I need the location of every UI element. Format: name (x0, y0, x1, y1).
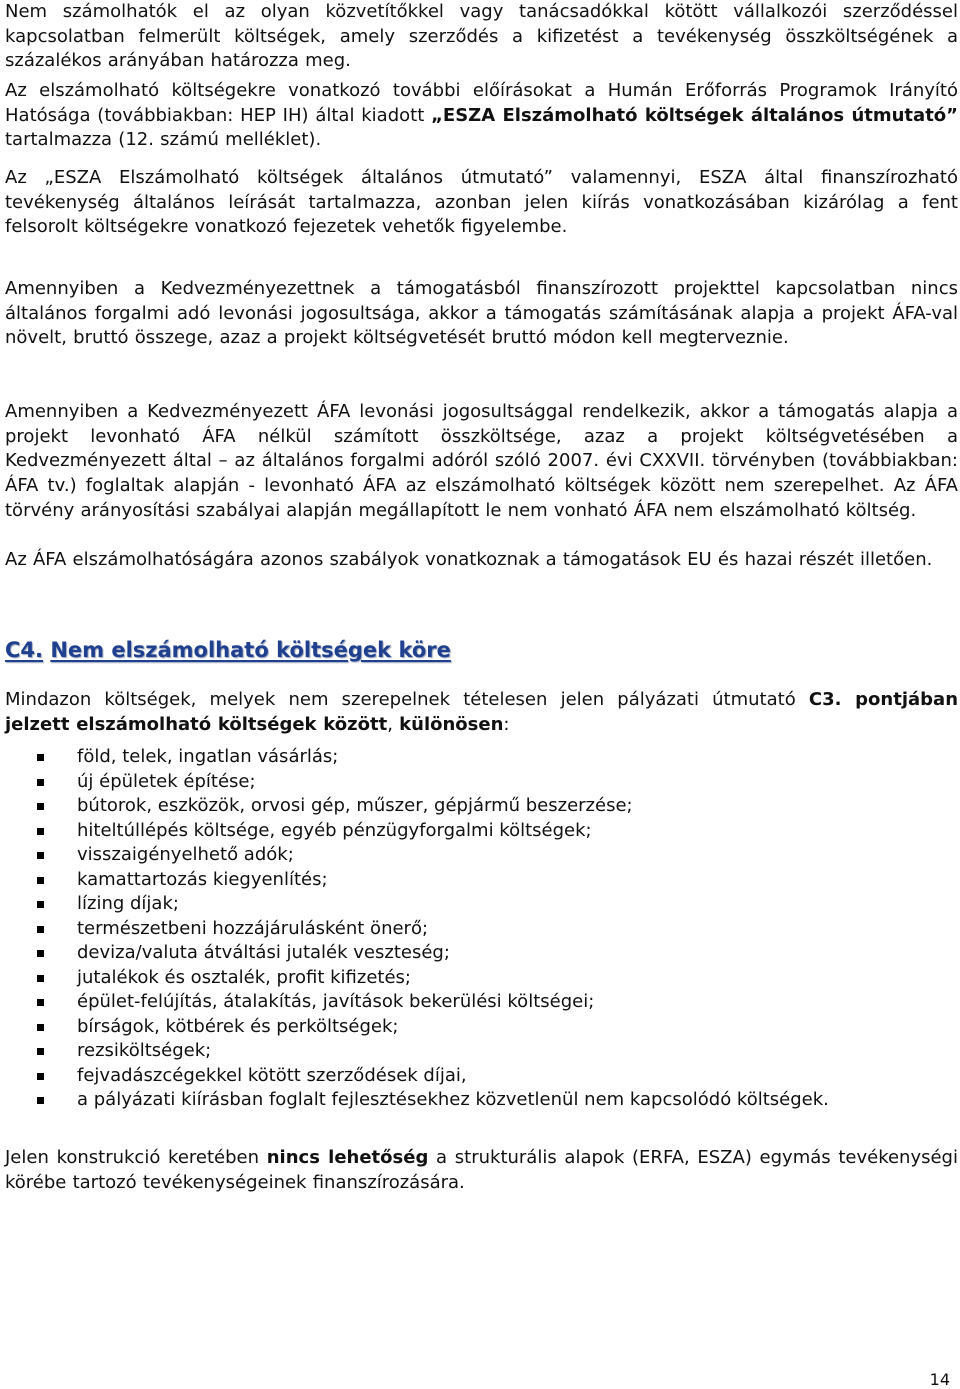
intro-especially: különösen (399, 713, 504, 735)
list-item-text: deviza/valuta átváltási jutalék veszteség; (77, 942, 450, 963)
list-item-text: természetbeni hozzájárulásként önerő; (77, 917, 429, 939)
list-item-text: hiteltúllépés költsége, egyéb pénzügyforgalmi költségek; (77, 819, 592, 841)
list-item-text: lízing díjak; (77, 893, 179, 914)
list-item (5, 990, 958, 1015)
paragraph-vat-eu-share: Az ÁFA elszámolhatóságára azonos szabályok vonatkoznak a támogatások EU és hazai részét illetően. (5, 549, 933, 570)
paragraph-vat-not-deductible: Amennyiben a Kedvezményezettnek a támogatásból finanszírozott projekttel kapcsolatban nincs általános forgalmi adó levonási jogosultsága, akkor a támogatás számításának alapja a projekt ÁFA-val növelt, bruttó összege, azaz a projekt költségvetését bruttó módon kell megterveznie. (5, 278, 958, 349)
list-item-text: visszaigényelhető adók; (77, 844, 294, 865)
closing-emphasis: nincs lehetőség (266, 1147, 429, 1168)
paragraph-text: : (503, 713, 510, 735)
paragraph-no-cross-financing (5, 1146, 958, 1195)
section-heading (5, 636, 451, 664)
square-bullet-icon (37, 901, 44, 908)
paragraph-hep-ih-guidance (5, 79, 958, 153)
paragraph-vat-deductible: Amennyiben a Kedvezményezett ÁFA levonási jogosultsággal rendelkezik, akkor a támogatás alapja a projekt levonható ÁFA nélkül számított összköltsége, azaz a projekt költségvetésében a Kedvezményezett által – az általános forgalmi adóról szóló 2007. évi CXXVII. törvényben (továbbiakban: ÁFA tv.) foglaltak alapján - levonható ÁFA az elszámolható költségek között nem szerepelhet. Az ÁFA törvény arányosítási szabályai alapján megállapított le nem vonható ÁFA nem elszámolható költség. (5, 401, 958, 521)
square-bullet-icon (37, 926, 44, 933)
list-item-text: kamattartozás kiegyenlítés; (77, 868, 328, 890)
square-bullet-icon (37, 950, 44, 957)
paragraph-text: Az elszámolható költségekre vonatkozó további előírásokat a Humán Erőforrás Programok Irányító Hatósága (továbbiakban: HEP IH) által kiadott (5, 80, 958, 126)
paragraph-text: , (387, 713, 400, 735)
list-item-text: fejvadászcégekkel kötött szerződések díjai, (77, 1064, 467, 1086)
list-item-text: bútorok, eszközök, orvosi gép, műszer, gépjármű beszerzése; (77, 795, 633, 816)
list-item-text: új épületek építése; (77, 770, 256, 792)
list-item (5, 843, 958, 868)
square-bullet-icon (37, 803, 44, 810)
list-item (5, 1064, 958, 1089)
list-item (5, 892, 958, 917)
list-item-text: föld, telek, ingatlan vásárlás; (77, 746, 339, 767)
square-bullet-icon (37, 828, 44, 835)
non-eligible-costs-list (5, 745, 958, 1113)
list-item (5, 917, 958, 942)
list-item (5, 819, 958, 844)
square-bullet-icon (37, 852, 44, 859)
list-item-text: épület-felújítás, átalakítás, javítások bekerülési költségei; (77, 991, 595, 1012)
square-bullet-icon (37, 779, 44, 786)
paragraph-text: a strukturális alapok (ERFA, ESZA) egymás tevékenységi körébe tartozó tevékenységeinek finanszírozására. (5, 1147, 958, 1193)
list-item (5, 1039, 958, 1064)
paragraph-text: tartalmazza (12. számú melléklet). (5, 129, 322, 151)
paragraph-non-eligible-intro (5, 688, 958, 737)
list-item (5, 770, 958, 795)
intro-emphasis: C3. pontjában jelzett elszámolható költségek között (5, 689, 959, 735)
paragraph-esza-guide: Az „ESZA Elszámolható költségek általános útmutató” valamennyi, ESZA által finanszírozható tevékenység általános leírását tartalmazza, azonban jelen kiírás vonatkozásában kizárólag a fent felsorolt költségekre vonatkozó fejezetek vehetők figyelembe. (5, 167, 958, 238)
square-bullet-icon (37, 1048, 44, 1055)
list-item-text: a pályázati kiírásban foglalt fejlesztésekhez közvetlenül nem kapcsolódó költségek. (77, 1089, 829, 1110)
list-item-text: jutalékok és osztalék, profit kifizetés; (77, 966, 411, 988)
list-item-text: rezsiköltségek; (77, 1040, 212, 1061)
list-item-text: bírságok, kötbérek és perköltségek; (77, 1015, 399, 1037)
list-item (5, 1088, 958, 1113)
list-item (5, 745, 958, 770)
section-number: C4. (5, 638, 44, 662)
square-bullet-icon (37, 1024, 44, 1031)
list-item (5, 794, 958, 819)
square-bullet-icon (37, 1097, 44, 1104)
paragraph-text: Mindazon költségek, melyek nem szerepelnek tételesen jelen pályázati útmutató (5, 689, 809, 710)
paragraph-intermediaries: Nem számolhatók el az olyan közvetítőkkel vagy tanácsadókkal kötött vállalkozói szerződéssel kapcsolatban felmerült költségek, amely szerződés a kifizetést a tevékenység összköltségének a százalékos arányában határozza meg. (5, 1, 958, 72)
list-item (5, 941, 958, 966)
page-number: 14 (929, 1370, 950, 1389)
list-item (5, 966, 958, 991)
square-bullet-icon (37, 754, 44, 761)
paragraph-text: Jelen konstrukció keretében (5, 1147, 267, 1168)
guide-title-emphasis: „ESZA Elszámolható költségek általános útmutató” (431, 104, 958, 126)
square-bullet-icon (37, 999, 44, 1006)
square-bullet-icon (37, 1073, 44, 1080)
list-item (5, 868, 958, 893)
square-bullet-icon (37, 975, 44, 982)
list-item (5, 1015, 958, 1040)
section-title: Nem elszámolható költségek köre (50, 638, 451, 662)
square-bullet-icon (37, 877, 44, 884)
